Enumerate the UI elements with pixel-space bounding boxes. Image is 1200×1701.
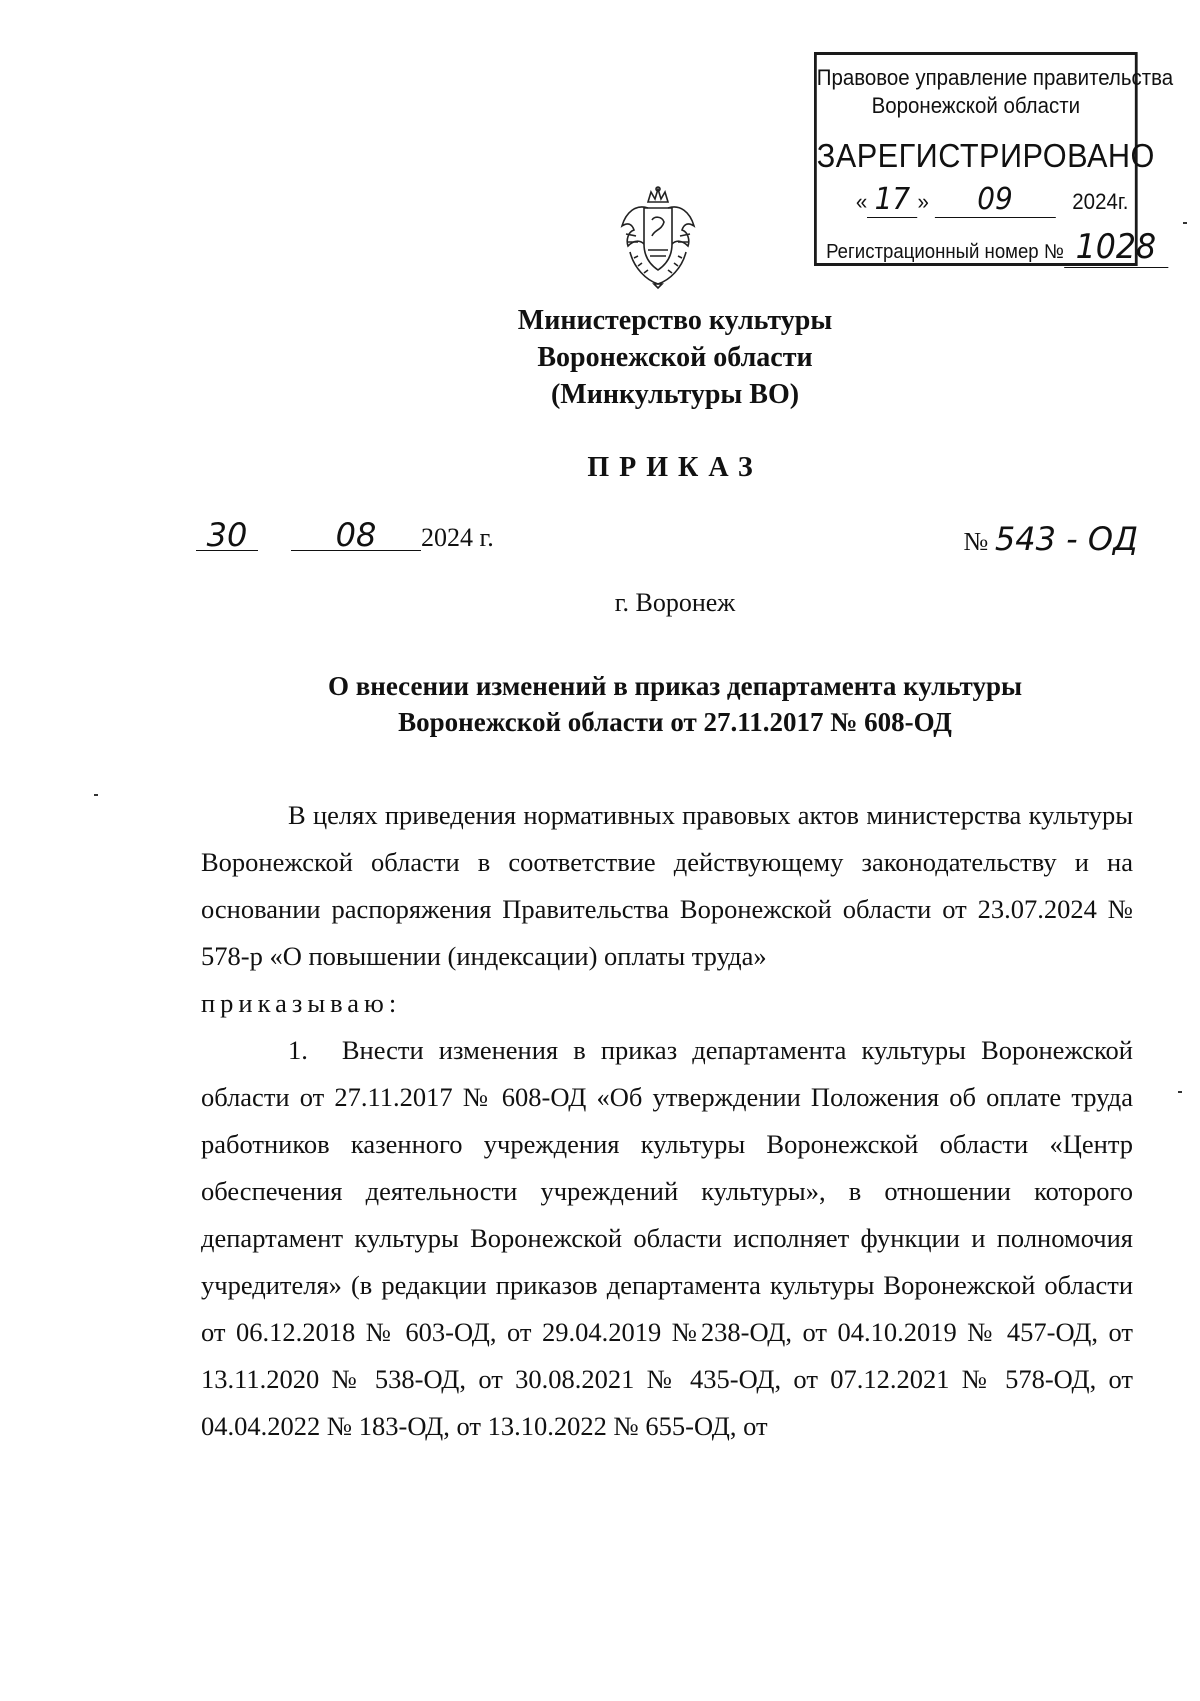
body-item-1 bbox=[201, 1027, 1133, 1450]
stamp-org-line2: Воронежской области bbox=[871, 93, 1080, 118]
subject-line1: О внесении изменений в приказ департамента культуры bbox=[327, 671, 1023, 701]
stamp-registered-title: ЗАРЕГИСТРИРОВАНО bbox=[816, 137, 1155, 174]
ministry-line1: Министерство культуры bbox=[517, 305, 833, 336]
stamp-number-line bbox=[826, 227, 1157, 268]
order-city: г. Воронеж bbox=[614, 588, 736, 617]
order-date-day: 30 bbox=[196, 520, 258, 551]
ministry-line3: (Минкультуры ВО) bbox=[550, 379, 800, 410]
order-body bbox=[201, 792, 1133, 1450]
order-title: ПРИКАЗ bbox=[587, 452, 763, 483]
order-number-label: № bbox=[963, 527, 989, 556]
stamp-day: 17 bbox=[867, 182, 917, 218]
item-1-number: 1. bbox=[288, 1035, 308, 1065]
stamp-month: 09 bbox=[935, 182, 1056, 218]
stamp-reg-label: Регистрационный номер № bbox=[826, 241, 1064, 263]
body-order-word: приказываю: bbox=[201, 988, 402, 1018]
order-date bbox=[196, 516, 494, 554]
order-subject bbox=[0, 668, 1200, 740]
order-number-value: 543 - ОД bbox=[994, 520, 1138, 558]
stamp-year: 2024г. bbox=[1072, 189, 1129, 214]
coat-of-arms-icon bbox=[618, 186, 698, 290]
order-date-month: 08 bbox=[291, 520, 421, 551]
body-preamble: В целях приведения нормативных правовых актов министерства культуры Воронежской области в соответствие действующему законодательству и на основании распоряжения Правительства Воронежской области от 23.07.2024 № 578-р «О повышении (индексации) оплаты труда» bbox=[201, 800, 1133, 971]
registration-stamp bbox=[814, 52, 1174, 267]
subject-line2: Воронежской области от 27.11.2017 № 608-ОД bbox=[398, 707, 952, 737]
item-1-text: Внести изменения в приказ департамента культуры Воронежской области от 27.11.2017 № 608-ОД «Об утверждении Положения об оплате труда работников казенного учреждения культуры Воронежской области «Центр обеспечения деятельности учреждений культуры», в отношении которого департамент культуры Воронежской области исполняет функции и полномочия учредителя» (в редакции приказов департамента культуры Воронежской области от 06.12.2018 № 603-ОД, от 29.04.2019 №238-ОД, от 04.10.2019 № 457-ОД, от 13.11.2020 № 538-ОД, от 30.08.2021 № 435-ОД, от 07.12.2021 № 578-ОД, от 04.04.2022 № 183-ОД, от 13.10.2022 № 655-ОД, от bbox=[201, 1035, 1133, 1441]
order-number bbox=[964, 520, 1138, 558]
order-date-year: 2024 г. bbox=[421, 523, 494, 552]
stamp-reg-number: 1028 bbox=[1064, 227, 1168, 268]
stamp-date-line bbox=[856, 182, 1135, 218]
stamp-close-quote: » bbox=[917, 189, 929, 214]
ministry-header bbox=[0, 302, 1200, 413]
stamp-open-quote: « bbox=[855, 189, 868, 214]
stamp-org-line1: Правовое управление правительства bbox=[816, 65, 1174, 90]
ministry-line2: Воронежской области bbox=[537, 342, 813, 373]
